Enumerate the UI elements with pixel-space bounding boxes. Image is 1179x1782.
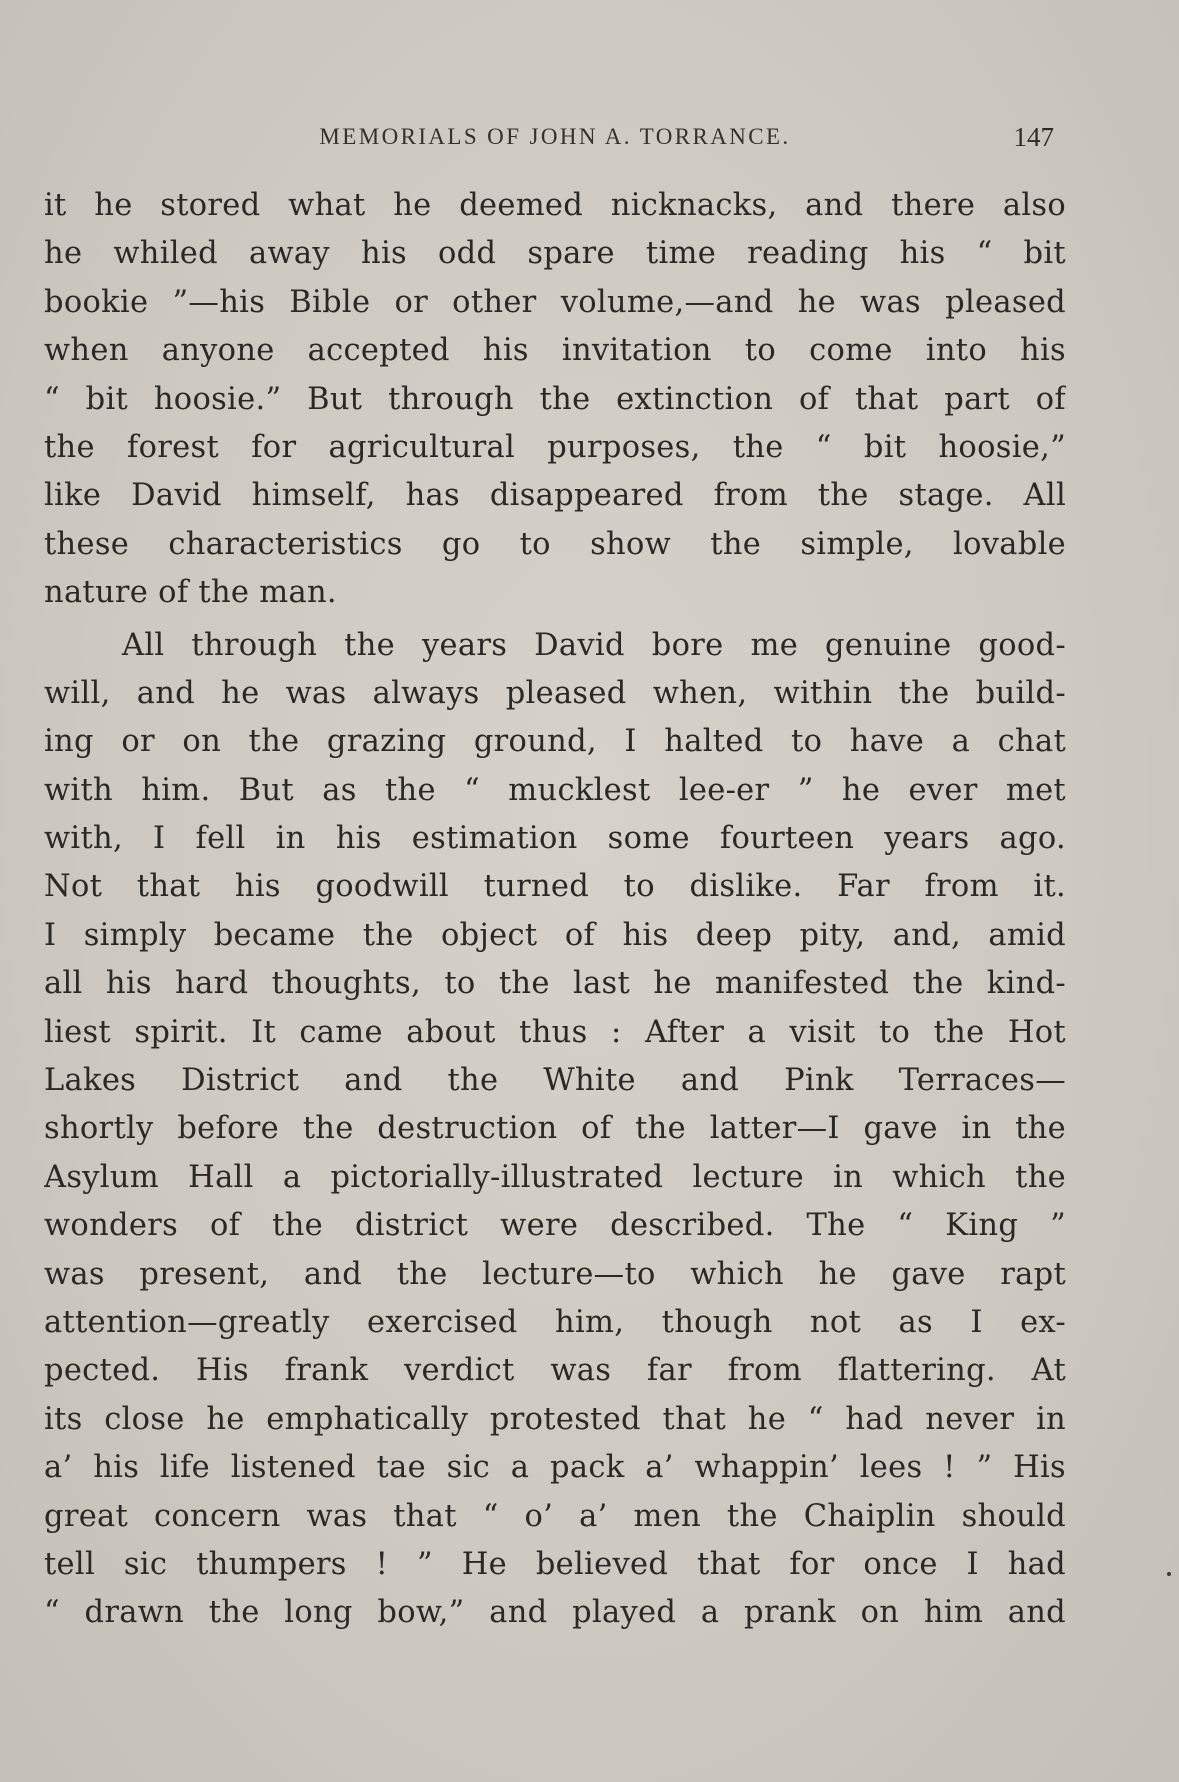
text-line: wonders of the district were described. The “ King ” [44,1208,1066,1244]
paper-speck [1167,1572,1171,1576]
text-line: ing or on the grazing ground, I halted to have a chat [44,724,1066,760]
text-line: nature of the man. [44,575,337,611]
text-line: “ drawn the long bow,” and played a prank on him and [44,1595,1066,1631]
text-line: shortly before the destruction of the latter—I gave in the [44,1111,1066,1147]
text-line: All through the years David bore me genuine good- [122,627,1066,663]
text-line: its close he emphatically protested that he “ had never in [44,1401,1066,1437]
text-line: with him. But as the “ mucklest lee-er ” he ever met [44,772,1066,808]
running-title: MEMORIALS OF JOHN A. TORRANCE. [319,124,791,149]
text-line: pected. His frank verdict was far from flattering. At [44,1353,1066,1389]
text-line: was present, and the lecture—to which he gave rapt [44,1256,1066,1292]
body-text [44,182,1066,1638]
text-line: he whiled away his odd spare time reading his “ bit [44,236,1066,272]
page-number: 147 [1013,122,1054,152]
running-head [44,124,1066,158]
text-line: attention—greatly exercised him, though not as I ex- [44,1304,1066,1340]
text-line: the forest for agricultural purposes, the “ bit hoosie,” [44,429,1066,465]
text-line: will, and he was always pleased when, within the build- [44,675,1066,711]
text-line: liest spirit. It came about thus : After a visit to the Hot [44,1014,1066,1050]
text-line: I simply became the object of his deep pity, and, amid [44,917,1066,953]
text-line: tell sic thumpers ! ” He believed that for once I had [44,1546,1066,1582]
text-line: with, I fell in his estimation some fourteen years ago. [44,821,1066,857]
text-line: it he stored what he deemed nicknacks, and there also [44,188,1066,223]
text-line: all his hard thoughts, to the last he manifested the kind- [44,966,1066,1002]
text-line: Lakes District and the White and Pink Terraces— [44,1063,1066,1099]
text-line: when anyone accepted his invitation to come into his [44,333,1066,369]
text-line: a’ his life listened tae sic a pack a’ whappin’ lees ! ” His [44,1450,1066,1486]
text-line: “ bit hoosie.” But through the extinction of that part of [44,381,1066,417]
text-line: like David himself, has disappeared from the stage. All [44,478,1066,514]
text-line: these characteristics go to show the simple, lovable [44,526,1066,562]
text-line: Asylum Hall a pictorially-illustrated lecture in which the [44,1159,1066,1195]
text-line: Not that his goodwill turned to dislike. Far from it. [44,869,1066,905]
text-line: bookie ”—his Bible or other volume,—and he was pleased [44,284,1066,320]
text-line: great concern was that “ o’ a’ men the Chaiplin should [44,1498,1066,1534]
